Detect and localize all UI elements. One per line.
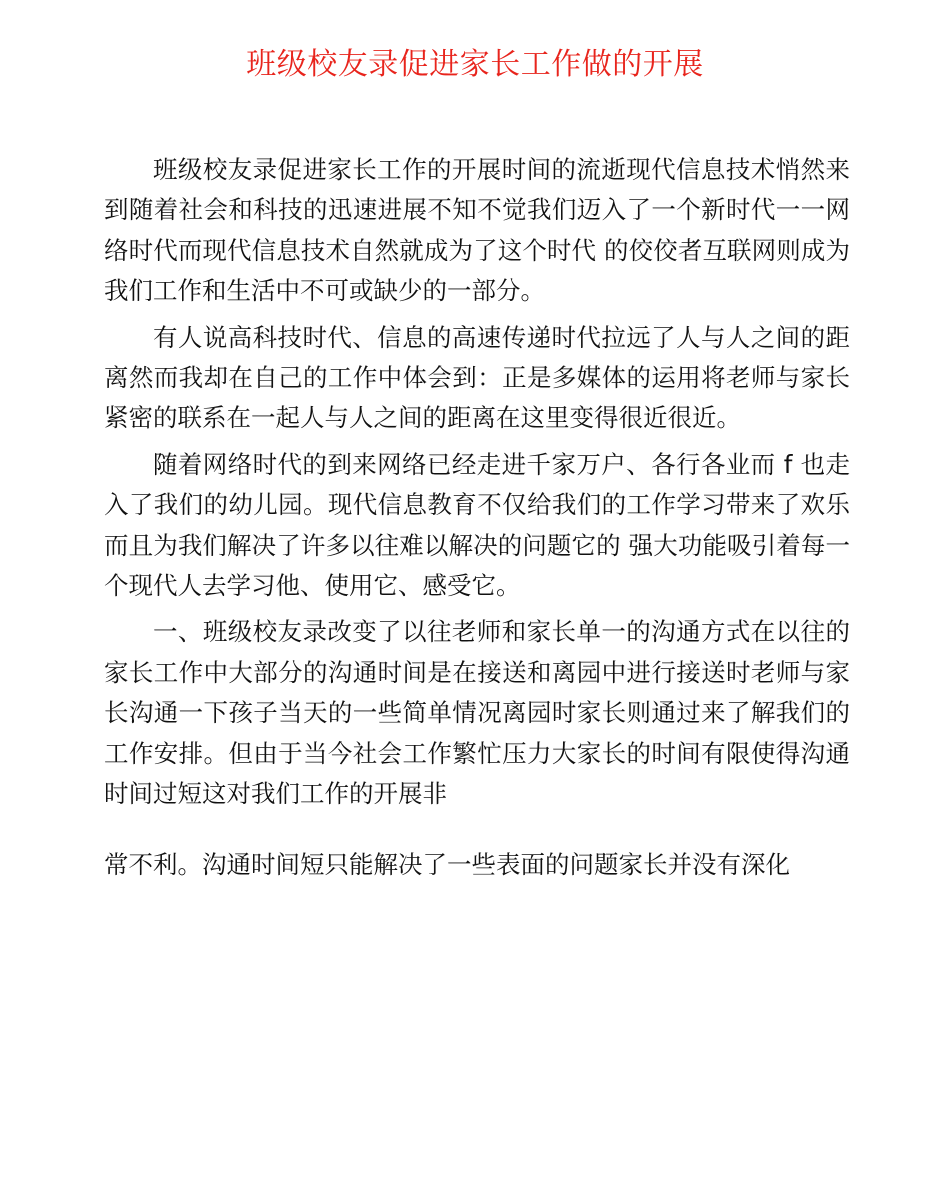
paragraph-continuation: 常不利。沟通时间短只能解决了一些表面的问题家长并没有深化 (104, 849, 790, 879)
paragraph-network-era: 随着网络时代的到来网络已经走进千家万户、各行各业而 f 也走入了我们的幼儿园。现代信息教育不仅给我们的工作学习带来了欢乐而且为我们解决了许多以往难以解决的问题它的 强大功能吸引着每一个现代人去学习他、使用它、感受它。 (104, 449, 850, 601)
document-body (104, 150, 850, 891)
paragraph-distance: 有人说高科技时代、信息的高速传递时代拉远了人与人之间的距离然而我却在自己的工作中体会到：正是多媒体的运用将老师与家长紧密的联系在一起人与人之间的距离在这里变得很近很近。 (104, 322, 850, 433)
paragraph-intro: 班级校友录促进家长工作的开展时间的流逝现代信息技术悄然来到随着社会和科技的迅速进展不知不觉我们迈入了一个新时代一一网络时代而现代信息技术自然就成为了这个时代 的佼佼者互联网则成为我们工作和生活中不可或缺少的一部分。 (104, 155, 850, 306)
paragraph-section-one: 一、班级校友录改变了以往老师和家长单一的沟通方式在以往的家长工作中大部分的沟通时间是在接送和离园中进行接送时老师与家长沟通一下孩子当天的一些简单情况离园时家长则通过来了解我们的工作安排。但由于当今社会工作繁忙压力大家长的时间有限使得沟通时间过短这对我们工作的开展非 (104, 617, 850, 809)
document-title: 班级校友录促进家长工作做的开展 (246, 47, 704, 82)
